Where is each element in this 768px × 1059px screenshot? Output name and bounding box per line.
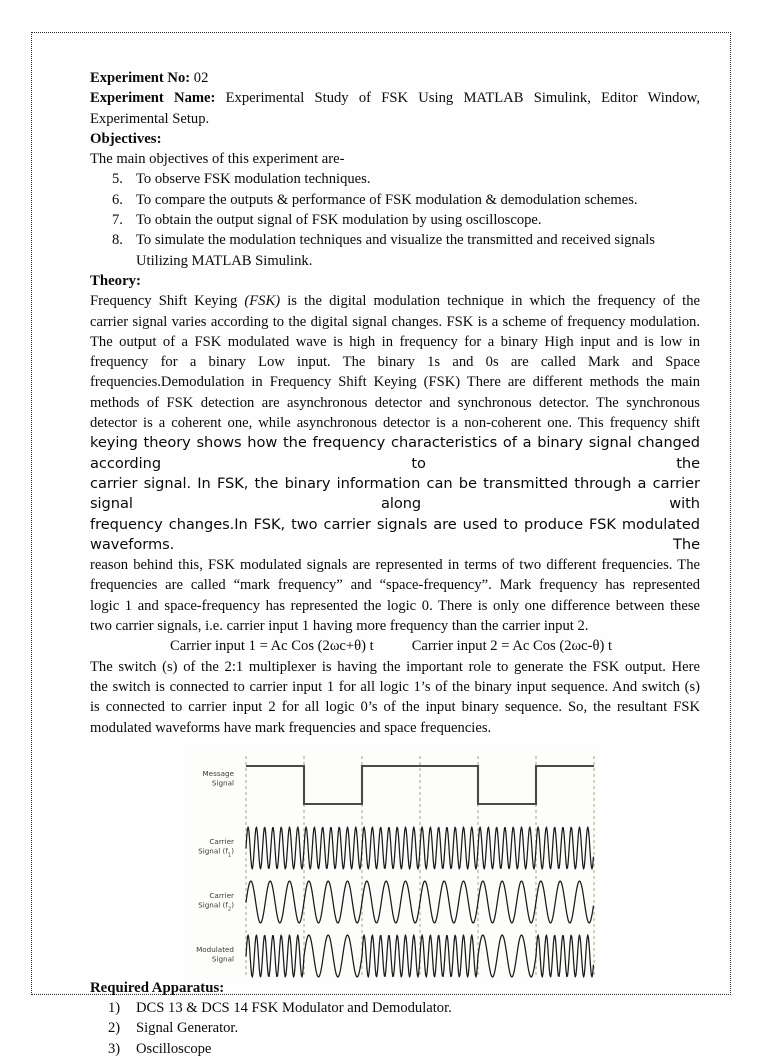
figure-row-label [202, 769, 234, 788]
switch-line: The switch (s) of the 2:1 multiplexer is having the important role to generate the FSK output. Here [90, 658, 700, 675]
list-item-number: 7. [112, 212, 123, 229]
fsk-waveform-figure [188, 750, 598, 978]
theory-line-text: Frequency Shift Keying (FSK) is the digital modulation technique in which the frequency of the [90, 293, 700, 310]
list-item-number: 8. [112, 232, 123, 249]
svg-text:Carrier: Carrier [209, 836, 234, 846]
list-item [90, 1018, 700, 1038]
theory-line: detector is a coherent one, while asynchronous detector is a non-coherent one. This frequency shift [90, 415, 700, 432]
list-item-number: 2) [108, 1020, 121, 1037]
switch-paragraph [90, 657, 700, 738]
carrier-signal-f2-waveform [246, 881, 593, 923]
svg-text:Signal: Signal [211, 778, 234, 788]
theory-line: keying theory shows how the frequency characteristics of a binary signal changed according to the [90, 434, 705, 472]
list-item-label: To observe FSK modulation techniques. [136, 171, 371, 188]
theory-line: The output of a FSK modulated wave is high in frequency for a binary High input and is low in [90, 333, 700, 350]
experiment-no-line: Experiment No: 02 [90, 70, 209, 86]
theory-line: frequencies.Demodulation in Frequency Shift Keying (FSK) There are different methods the main [90, 374, 700, 391]
experiment-name-line1 [90, 88, 700, 108]
list-item-label: Signal Generator. [136, 1020, 239, 1037]
svg-text:Modulated: Modulated [196, 944, 234, 954]
theory-line [90, 291, 700, 311]
theory-line: frequencies are called “mark frequency” and “space-frequency”. Mark frequency has represented [90, 577, 700, 594]
theory-line: logic 1 and space-frequency has represented the logic 0. There is only one difference between these [90, 597, 700, 614]
figure-row-label [196, 945, 234, 964]
experiment-no-label: Experiment No [90, 70, 186, 86]
document-content [90, 68, 705, 1059]
apparatus-list [90, 998, 700, 1059]
figure-row-label [198, 891, 234, 913]
switch-line: is connected to carrier input 2 for all logic 0’s of the input binary sequence. So, the resultant FSK [90, 699, 700, 716]
list-item-number: 5. [112, 171, 123, 188]
objectives-heading: Objectives: [90, 130, 162, 147]
theory-heading: Theory: [90, 272, 141, 289]
theory-line: carrier signal. In FSK, the binary information can be transmitted through a carrier signal along with [90, 474, 705, 513]
svg-text:Signal (f2): Signal $(f_2)$ [198, 900, 234, 913]
list-item-label: To simulate the modulation techniques and visualize the transmitted and received signals [136, 232, 655, 249]
theory-paragraph [90, 291, 705, 636]
theory-line: methods of FSK detection are asynchronous detector and synchronous detector. The synchronous [90, 394, 700, 411]
list-item-label-continued: Utilizing MATLAB Simulink. [136, 252, 313, 269]
theory-line: carrier signal varies according to the digital signal changes. FSK is a scheme of frequency modulation. [90, 313, 700, 330]
list-item-label: Oscilloscope [136, 1040, 212, 1057]
theory-line: frequency for a binary Low input. The binary 1s and 0s are called Mark and Space [90, 354, 700, 371]
figure-row-label [198, 837, 234, 859]
svg-text:Signal (f1): Signal $(f_1)$ [198, 846, 234, 859]
theory-line: two carrier signals, i.e. carrier input 1 having more frequency than the carrier input 2. [90, 618, 589, 635]
experiment-name-line2: Experimental Setup. [90, 110, 210, 127]
apparatus-heading: Required Apparatus: [90, 979, 225, 996]
fsk-waveform-figure-wrap [90, 750, 700, 978]
carrier-formula-2: Carrier input 2 = Ac Cos (2ωc-θ) t [411, 638, 613, 655]
list-item [90, 210, 700, 230]
list-item [90, 169, 700, 189]
list-item-number: 3) [108, 1040, 121, 1057]
switch-line: the switch is connected to carrier input 1 for all logic 1’s of the binary input sequence. And switch (s) [90, 678, 700, 695]
list-item-label: To compare the outputs & performance of FSK modulation & demodulation schemes. [136, 191, 638, 208]
list-item-label: DCS 13 & DCS 14 FSK Modulator and Demodulator. [136, 1000, 452, 1017]
list-item [90, 998, 700, 1018]
theory-line: reason behind this, FSK modulated signals are represented in terms of two different frequencies. The [90, 557, 700, 574]
experiment-name-label: Experiment Name: [90, 90, 216, 107]
list-item-label: To obtain the output signal of FSK modulation by using oscilloscope. [136, 212, 542, 229]
objectives-list [90, 169, 700, 270]
list-item-number: 6. [112, 191, 123, 208]
svg-text:Signal: Signal [211, 954, 234, 964]
svg-text:Carrier: Carrier [209, 890, 234, 900]
switch-line: modulated waveforms have mark frequencies and space frequencies. [90, 719, 492, 736]
theory-line: frequency changes.In FSK, two carrier signals are used to produce FSK modulated waveforms. The [90, 515, 705, 553]
carrier-signal-f1-waveform [246, 827, 593, 869]
objectives-intro: The main objectives of this experiment are- [90, 151, 345, 168]
list-item-number: 1) [108, 1000, 121, 1017]
modulated-signal-waveform [246, 935, 593, 977]
fsk-waveform-svg [188, 750, 598, 978]
list-item [90, 1039, 700, 1059]
experiment-no-value: 02 [193, 70, 209, 86]
svg-text:Message: Message [202, 768, 234, 778]
experiment-name-value-1: Experimental Study of FSK Using MATLAB Simulink, Editor Window, [225, 90, 700, 107]
carrier-formula-line [90, 636, 700, 656]
list-item [90, 190, 700, 210]
carrier-formula-1: Carrier input 1 = Ac Cos (2ωc+θ) t [170, 638, 374, 655]
list-item [90, 230, 700, 271]
